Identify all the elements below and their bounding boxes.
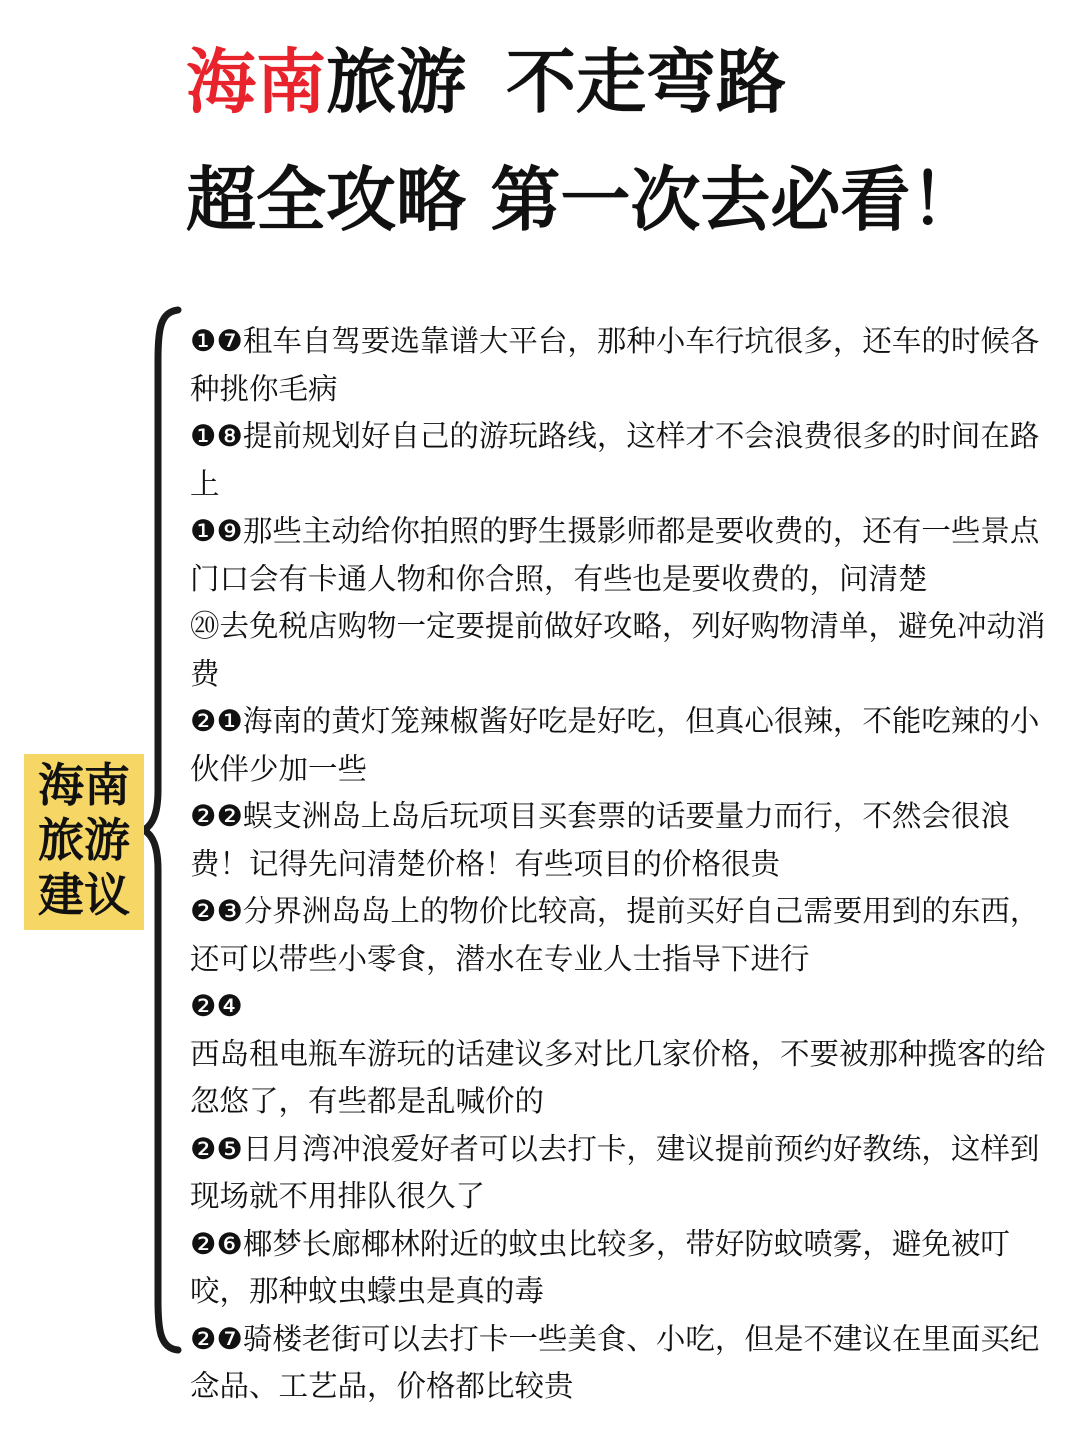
curly-brace [138,300,188,1360]
title-line-1 [186,42,786,122]
tip-item [190,793,1062,888]
title-rest: 旅游 [326,41,466,123]
tips-list [190,318,1062,1411]
tip-number: ❶❽ [190,419,243,453]
side-label-line: 海南 [38,758,130,812]
tip-number: ❷❶ [190,704,243,738]
tip-text: 椰梦长廊椰林附近的蚊虫比较多，带好防蚊喷雾，避免被叮咬，那种蚊虫蠓虫是真的毒 [190,1226,1010,1308]
tip-item [190,413,1062,508]
tip-item [190,698,1062,793]
tip-text: 日月湾冲浪爱好者可以去打卡，建议提前预约好教练，这样到现场就不用排队很久了 [190,1131,1040,1213]
tip-item [190,983,1062,1126]
tip-text: 蜈支洲岛上岛后玩项目买套票的话要量力而行，不然会很浪费！记得先问清楚价格！有些项目的价格很贵 [190,799,1010,881]
tip-text: 骑楼老街可以去打卡一些美食、小吃，但是不建议在里面买纪念品、工艺品，价格都比较贵 [190,1321,1040,1403]
tip-number: ❷❹ [190,989,243,1023]
tip-text: 西岛租电瓶车游玩的话建议多对比几家价格，不要被那种揽客的给忽悠了，有些都是乱喊价的 [190,1036,1046,1118]
tip-item [190,888,1062,983]
title-part2: 不走弯路 [506,41,786,123]
tip-item [190,1126,1062,1221]
tip-number: ❷❷ [190,799,243,833]
side-label-line: 建议 [38,868,130,922]
tip-number: ❷❸ [190,894,243,928]
tip-text: 提前规划好自己的游玩路线，这样才不会浪费很多的时间在路上 [190,419,1040,501]
tip-item [190,318,1062,413]
tip-text: 分界洲岛岛上的物价比较高，提前买好自己需要用到的东西，还可以带些小零食，潜水在专业人士指导下进行 [190,894,1040,976]
side-label [24,754,144,930]
tip-text: 去免税店购物一定要提前做好攻略，列好购物清单，避免冲动消费 [190,609,1046,691]
tip-number: ❷❺ [190,1131,243,1166]
tip-item [190,603,1062,698]
tip-number: ❶❾ [190,514,243,548]
tip-text: 那些主动给你拍照的野生摄影师都是要收费的，还有一些景点门口会有卡通人物和你合照，有些也是要收费的，问清楚 [190,514,1040,596]
tip-number: ⑳ [190,609,220,643]
tip-text: 租车自驾要选靠谱大平台，那种小车行坑很多，还车的时候各种挑你毛病 [190,324,1040,406]
tip-number: ❶❼ [190,324,243,358]
tip-number: ❷❻ [190,1226,243,1261]
title-accent: 海南 [186,41,326,123]
tip-item [190,508,1062,603]
tip-text: 海南的黄灯笼辣椒酱好吃是好吃，但真心很辣，不能吃辣的小伙伴少加一些 [190,704,1040,786]
tip-item [190,1316,1062,1411]
side-label-line: 旅游 [38,813,130,867]
title-line-2: 超全攻略 第一次去必看！ [186,159,981,241]
tip-number: ❷❼ [190,1321,243,1356]
tip-item [190,1221,1062,1316]
